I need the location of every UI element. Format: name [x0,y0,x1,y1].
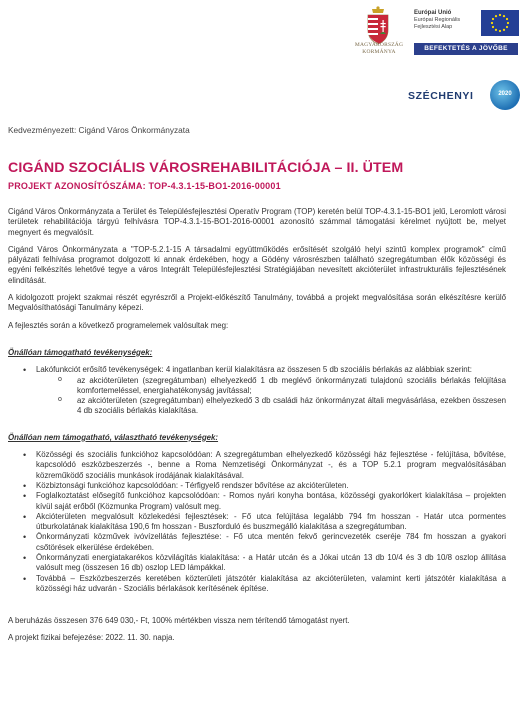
eu-line-3: Fejlesztési Alap [414,24,453,30]
szechenyi-logo [408,78,522,114]
list-item: • Közbiztonsági funkcióhoz kapcsolódóan: - Térfigyelő rendszer bővítése az akcióterületen. [23,481,506,491]
crest-line-1: MAGYARORSZÁG [354,42,404,48]
list-item: • Akcióterületen megvalósult közlekedési fejlesztések: - Fő utca felújítása legalább 794 fm hosszan - Határ utca pormentes útburkolatának kialakítása 190,6 fm hosszan - Buszforduló és buszmegálló kialakítása a szegregátumban. [23,512,506,533]
paragraph-program: Cigánd Város Önkormányzata a "TOP-5.2.1-15 A társadalmi együttműködés erősítését szolgáló helyi szintű komplex programok" című pályázati felhívása programot dolgozott ki annak érdekében, hogy a Gödény városrészben található szegregátumban élők közösségi és egyéni felkészítés lehetővé tegye a város Integrált Településfejlesztési Stratégiájában nevesített akcióterület infrastrukturális fejlesztésének elindítását. [8,244,506,285]
funding-summary: A beruházás összesen 376 649 030,- Ft, 100% mértékben vissza nem térítendő támogatást nyert. [8,616,350,626]
page-title: CIGÁND SZOCIÁLIS VÁROSREHABILITÁCIÓJA – II. ÜTEM [8,160,404,176]
szechenyi-year: 2020 [498,91,512,97]
list-item: • Közösségi és szociális funkcióhoz kapcsolódóan: A szegregátumban elhelyezkedő közösségi ház fejlesztése - felújítása, bővítése, kapcsolódó eszközbeszerzés -, benne a Roma Nemzetiségi Önkormányzat -, és a TOP 5.2.1 program megvalósításában közreműködő szociális munkások irodájának kialakításával. [23,450,506,481]
sub-list-item: o az akcióterületen (szegregátumban) elhelyezkedő 3 db családi ház önkormányzat általi megvásárlása, ezekben összesen 4 db szociális bérlakás kialakítása. [56,396,506,417]
eu-line-2: Európai Regionális [414,17,461,23]
supported-activities-list [23,365,506,416]
beneficiary-line: Kedvezményezett: Cigánd Város Önkormányzata [8,125,190,135]
section-heading-optional: Önállóan nem támogatható, választható tevékenységek: [8,432,219,442]
eu-line-1: Európai Unió [414,10,452,16]
optional-activities-list [23,450,506,594]
coat-of-arms-icon [362,6,394,46]
list-item: • Továbbá – Eszközbeszerzés keretében közterületi játszótér kialakítása az akcióterületen, valamint kerti játszótér kialakítása a közösségi ház udvarán - Szociális bérlakások kerítésének építése. [23,574,506,595]
eu-flag-icon [481,10,519,36]
section-heading-supported: Önállóan támogatható tevékenységek: [8,347,153,357]
list-item: • Foglalkoztatást elősegítő funkcióhoz kapcsolódóan: - Romos nyári konyha bontása, közösségi gyakorlókert kialakítása – projekten kívül saját erőből (Közmunka Program) valósult meg. [23,491,506,512]
szechenyi-text: SZÉCHENYI [408,90,474,102]
investment-banner: BEFEKTETÉS A JÖVŐBE [414,43,518,55]
list-item: • Önkormányzati energiatakarékos közvilágítás kialakítása: - a Határ utcán és a Jókai utcán 13 db 10/4 és 3 db 10/8 oszlop állítása valósult meg (összesen 16 db) oszlop LED lámpákkal. [23,553,506,574]
paragraph-elements: A fejlesztés során a következő programelemek valósultak meg: [8,320,229,330]
project-id: PROJEKT AZONOSÍTÓSZÁMA: TOP-4.3.1-15-BO1-2016-00001 [8,181,281,191]
crest-line-2: KORMÁNYA [362,49,396,55]
list-item [23,365,506,416]
completion-date: A projekt fizikai befejezése: 2022. 11. 30. napja. [8,632,175,642]
eu-logo-text [414,10,478,31]
paragraph-intro: Cigánd Város Önkormányzata a Terület és Településfejlesztési Operatív Program (TOP) keretén belül TOP-4.3.1-15-BO1 jelű, Leromlott városi területek rehabilitációja tárgyú felhívásra TOP-4.3.1-15-BO1-2016-00001 azonosító számmal támogatási kérelmet nyújtott be, melyet megnyert és megvalósít. [8,207,506,237]
list-item: • Önkormányzati közművek ivóvízellátás fejlesztése: - Fő utca mentén fekvő gerincvezeték cseréje 784 fm hosszan a gyakori csőtörések elkerülése érdekében. [23,532,506,553]
eu-logo [414,10,518,40]
government-logo-text [350,42,408,56]
sub-list-item: o az akcióterületen (szegregátumban) elhelyezkedő 1 db meglévő önkormányzati tulajdonú szociális bérlakás felújítása komfortemeléssel, energiahatékonyság javítással; [56,376,506,397]
main-content [8,207,506,643]
paragraph-studies: A kidolgozott projekt szakmai részét egyrészről a Projekt-előkészítő Tanulmány, továbbá a projekt megvalósítása során elkészítésre kerülő Megvalósíthatósági Tanulmány képezi. [8,293,506,313]
sub-list [56,376,506,417]
list-item-text: Lakófunkciót erősítő tevékenységek: 4 ingatlanban kerül kialakításra az összesen 5 db szociális bérlakás az alábbiak szerint: [36,365,472,375]
